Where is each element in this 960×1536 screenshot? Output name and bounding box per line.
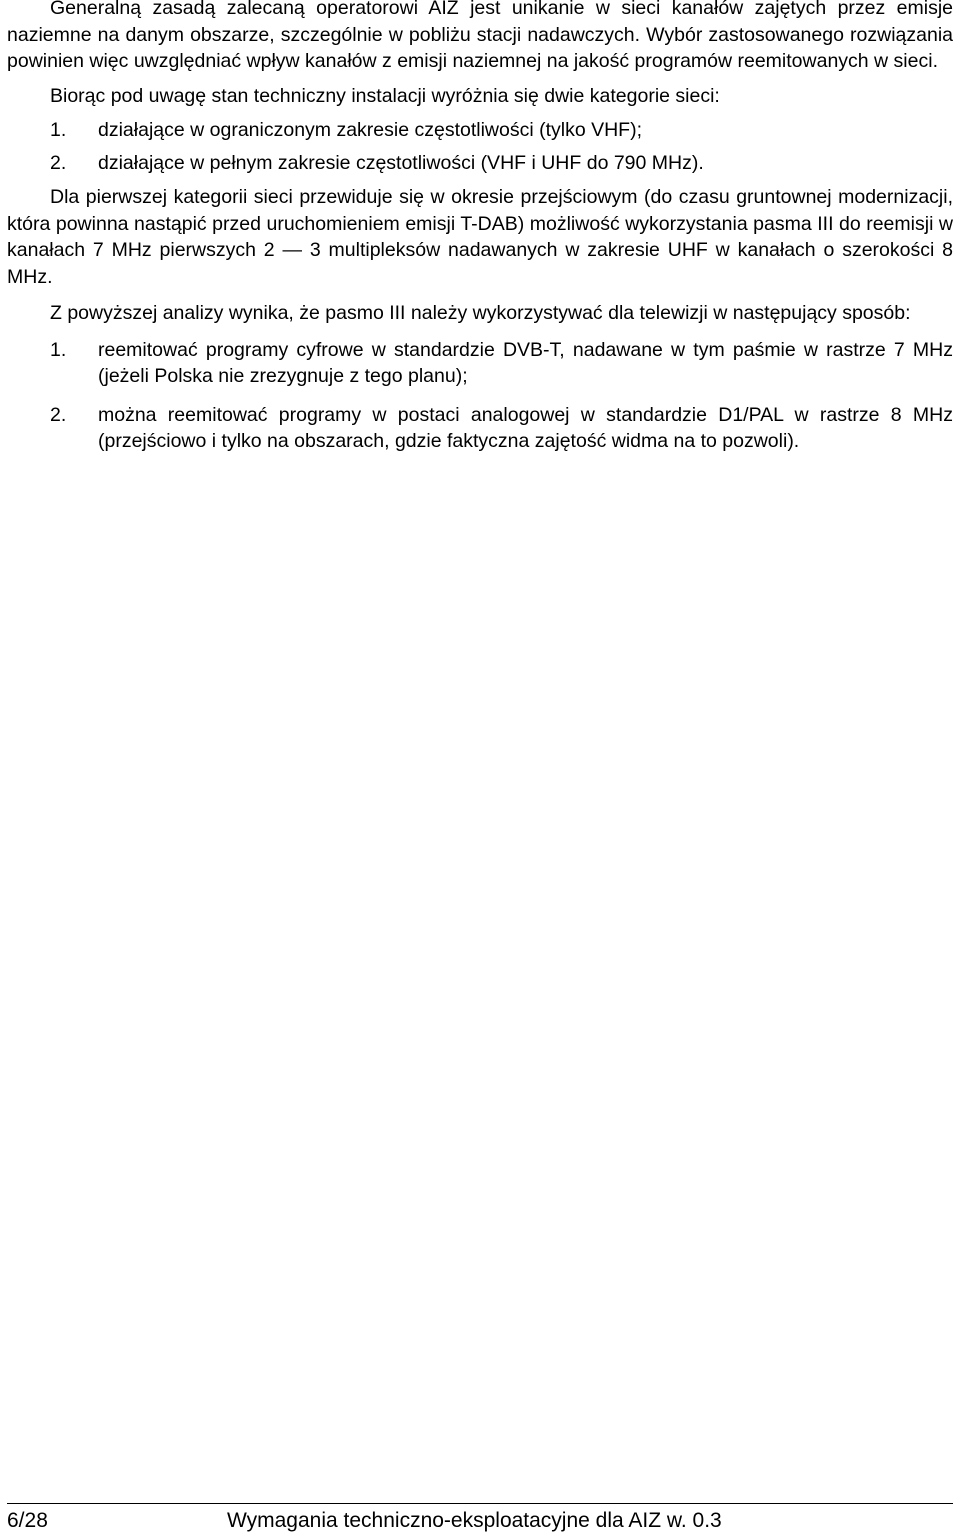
document-body — [7, 0, 953, 455]
list-item — [7, 150, 953, 177]
categories-list — [7, 117, 953, 176]
footer-row — [7, 1504, 953, 1534]
page-number: 6/28 — [7, 1509, 48, 1532]
list-item-text: reemitować programy cyfrowe w standardzie DVB-T, nadawane w tym paśmie w rastrze 7 MHz (jeżeli Polska nie zrezygnuje z tego planu); — [98, 338, 953, 387]
list-item-number: 2. — [50, 151, 67, 174]
paragraph-general-rule: Generalną zasadą zalecaną operatorowi AIZ jest unikanie w sieci kanałów zajętych przez emisje naziemne na danym obszarze, szczególnie w pobliżu stacji nadawczych. Wybór zastosowanego rozwiązania powinien więc uwzględniać wpływ kanałów z emisji naziemnej na jakość programów reemitowanych w sieci. — [7, 0, 953, 72]
list-item — [7, 402, 953, 455]
document-title: Wymagania techniczno-eksploatacyjne dla AIZ w. 0.3 — [227, 1509, 722, 1532]
paragraph-analysis: Z powyższej analizy wynika, że pasmo III należy wykorzystywać dla telewizji w następujący sposób: — [50, 302, 911, 324]
list-item-text: działające w pełnym zakresie częstotliwości (VHF i UHF do 790 MHz). — [98, 151, 704, 174]
list-item — [7, 337, 953, 390]
list-item-text: działające w ograniczonym zakresie częstotliwości (tylko VHF); — [98, 119, 643, 141]
paragraph-first-category: Dla pierwszej kategorii sieci przewiduje się w okresie przejściowym (do czasu gruntownej modernizacji, która powinna nastąpić przed uruchomieniem emisji T-DAB) możliwość wykorzystania pasma III do reemisji w kanałach 7 MHz pierwszych 2 — 3 multipleksów nadawanych w zakresie UHF w kanałach o szerokości 8 MHz. — [7, 186, 953, 288]
paragraph-categories-intro: Biorąc pod uwagę stan techniczny instalacji wyróżnia się dwie kategorie sieci: — [50, 84, 720, 107]
list-item-number: 1. — [50, 119, 67, 141]
usage-list — [7, 337, 953, 455]
list-item — [7, 117, 953, 144]
list-item-number: 1. — [50, 338, 67, 361]
list-item-number: 2. — [50, 403, 67, 426]
list-item-text: można reemitować programy w postaci analogowej w standardzie D1/PAL w rastrze 8 MHz (przejściowo i tylko na obszarach, gdzie faktyczna zajętość widma na to pozwoli). — [98, 403, 953, 452]
page-footer — [7, 1503, 953, 1534]
